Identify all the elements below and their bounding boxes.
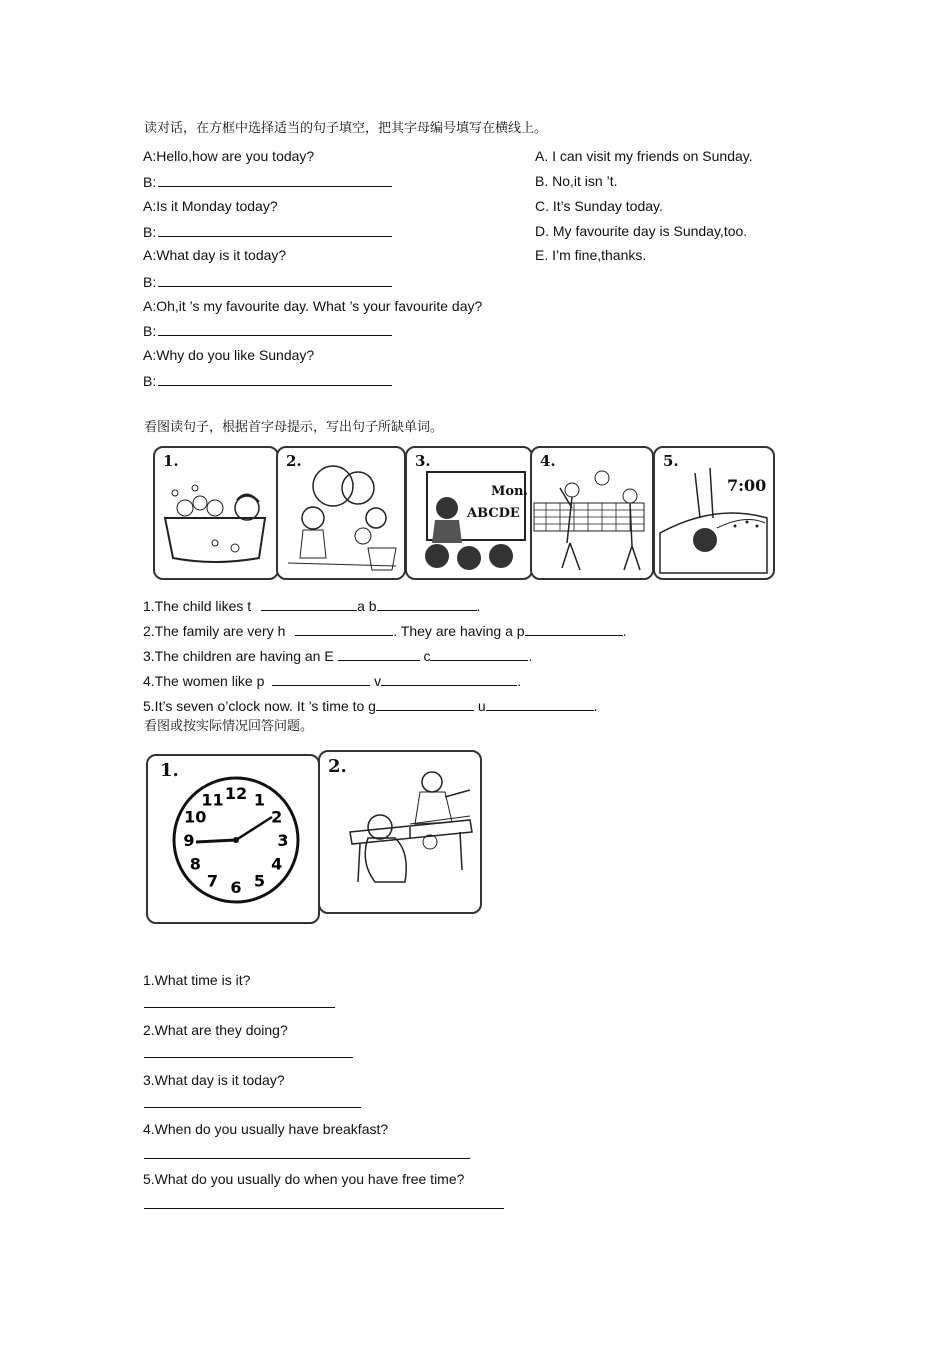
answer-blank[interactable] bbox=[376, 696, 474, 711]
volleyball-illustration bbox=[532, 448, 652, 578]
answer-blank[interactable] bbox=[430, 646, 528, 661]
answer-blank[interactable] bbox=[381, 671, 517, 686]
panel-number: 2. bbox=[286, 452, 302, 470]
answer-blank[interactable] bbox=[261, 596, 357, 611]
dialogue-line-10: B: bbox=[143, 371, 392, 390]
question-1: 1.What time is it? bbox=[143, 972, 251, 988]
panel-number: 1. bbox=[163, 452, 179, 470]
answer-line[interactable] bbox=[144, 1158, 470, 1159]
dialogue-line-2: B: bbox=[143, 172, 392, 191]
answer-blank[interactable] bbox=[377, 596, 477, 611]
answer-line[interactable] bbox=[144, 1057, 353, 1058]
clock-numeral: 2 bbox=[271, 807, 283, 827]
answer-blank[interactable] bbox=[158, 172, 392, 187]
table-tennis-panel bbox=[318, 750, 482, 914]
panel-number: 2. bbox=[328, 756, 347, 777]
clock-numeral: 12 bbox=[224, 784, 248, 803]
picnic-illustration bbox=[278, 448, 404, 578]
clock-numeral: 4 bbox=[271, 854, 283, 874]
clock-numeral: 3 bbox=[277, 831, 289, 850]
option-b: B. No,it isn ’t. bbox=[535, 173, 618, 189]
section2-instruction: 看图读句子，根据首字母提示，写出句子所缺单词。 bbox=[144, 420, 444, 435]
fill-sentence-1: 1.The child likes t a b . bbox=[143, 598, 481, 614]
clock-hour-hand bbox=[196, 840, 236, 842]
fill-sentence-4: 4.The women like p v . bbox=[143, 673, 522, 689]
picture-panel-2 bbox=[276, 446, 406, 580]
fill-sentence-5: 5.It’s seven o’clock now. It ’s time to g u . bbox=[143, 698, 598, 714]
board-letters: ABCDE bbox=[467, 506, 520, 521]
panel5-time: 7:00 bbox=[727, 476, 767, 495]
dialogue-line-8: B: bbox=[143, 321, 392, 340]
answer-blank[interactable] bbox=[338, 646, 420, 661]
picture-panel-4 bbox=[530, 446, 654, 580]
dialogue-line-3: A:Is it Monday today? bbox=[143, 198, 278, 214]
answer-blank[interactable] bbox=[158, 222, 392, 237]
answer-blank[interactable] bbox=[158, 371, 392, 386]
dialogue-line-9: A:Why do you like Sunday? bbox=[143, 347, 315, 363]
answer-blank[interactable] bbox=[158, 321, 392, 336]
option-a: A. I can visit my friends on Sunday. bbox=[535, 148, 753, 164]
clock-numeral: 5 bbox=[253, 871, 266, 891]
clock-face bbox=[148, 756, 318, 922]
panel-number: 3. bbox=[415, 452, 431, 470]
picture-panel-5 bbox=[653, 446, 775, 580]
dialogue-line-5: A:What day is it today? bbox=[143, 247, 287, 263]
clock-numeral: 1 bbox=[253, 790, 266, 810]
answer-line[interactable] bbox=[144, 1208, 504, 1209]
question-2: 2.What are they doing? bbox=[143, 1022, 288, 1038]
question-3: 3.What day is it today? bbox=[143, 1072, 285, 1088]
clock-numeral: 6 bbox=[230, 878, 242, 897]
dialogue-line-1: A:Hello,how are you today? bbox=[143, 148, 315, 164]
clock-numeral: 10 bbox=[184, 807, 207, 827]
dialogue-line-7: A:Oh,it ’s my favourite day. What ’s your favourite day? bbox=[143, 298, 483, 314]
question-4: 4.When do you usually have breakfast? bbox=[143, 1121, 389, 1137]
answer-blank[interactable] bbox=[295, 621, 393, 636]
picture-panel-1 bbox=[153, 446, 279, 580]
fill-sentence-2: 2.The family are very h . They are having a p . bbox=[143, 623, 627, 639]
bedroom-illustration bbox=[655, 448, 773, 578]
clock-numeral: 9 bbox=[183, 831, 195, 850]
clock-panel bbox=[146, 754, 320, 924]
fill-sentence-3: 3.The children are having an E c . bbox=[143, 648, 533, 664]
dialogue-line-4: B: bbox=[143, 222, 392, 241]
option-e: E. I’m fine,thanks. bbox=[535, 247, 647, 263]
dialogue-line-6: B: bbox=[143, 272, 392, 291]
answer-line[interactable] bbox=[144, 1007, 335, 1008]
section1-instruction: 读对话，在方框中选择适当的句子填空，把其字母编号填写在横线上。 bbox=[144, 121, 548, 136]
answer-blank[interactable] bbox=[158, 272, 392, 287]
answer-blank[interactable] bbox=[525, 621, 623, 636]
panel-number: 4. bbox=[540, 452, 556, 470]
clock-numeral: 8 bbox=[189, 854, 201, 874]
clock-numeral: 7 bbox=[206, 871, 219, 891]
picture-panel-3 bbox=[405, 446, 533, 580]
answer-blank[interactable] bbox=[272, 671, 370, 686]
board-day: Mon. bbox=[491, 484, 529, 499]
question-5: 5.What do you usually do when you have free time? bbox=[143, 1171, 465, 1187]
panel-number: 1. bbox=[160, 760, 179, 781]
panel-number: 5. bbox=[663, 452, 679, 470]
section3-instruction: 看图或按实际情况回答问题。 bbox=[144, 719, 314, 734]
answer-blank[interactable] bbox=[486, 696, 594, 711]
question-pictures bbox=[146, 750, 486, 926]
clock-numeral: 11 bbox=[201, 790, 224, 810]
bath-illustration bbox=[155, 448, 277, 578]
picture-strip bbox=[153, 446, 775, 580]
option-d: D. My favourite day is Sunday,too. bbox=[535, 223, 748, 239]
table-tennis-illustration bbox=[320, 752, 480, 912]
option-c: C. It’s Sunday today. bbox=[535, 198, 663, 214]
answer-line[interactable] bbox=[144, 1107, 361, 1108]
